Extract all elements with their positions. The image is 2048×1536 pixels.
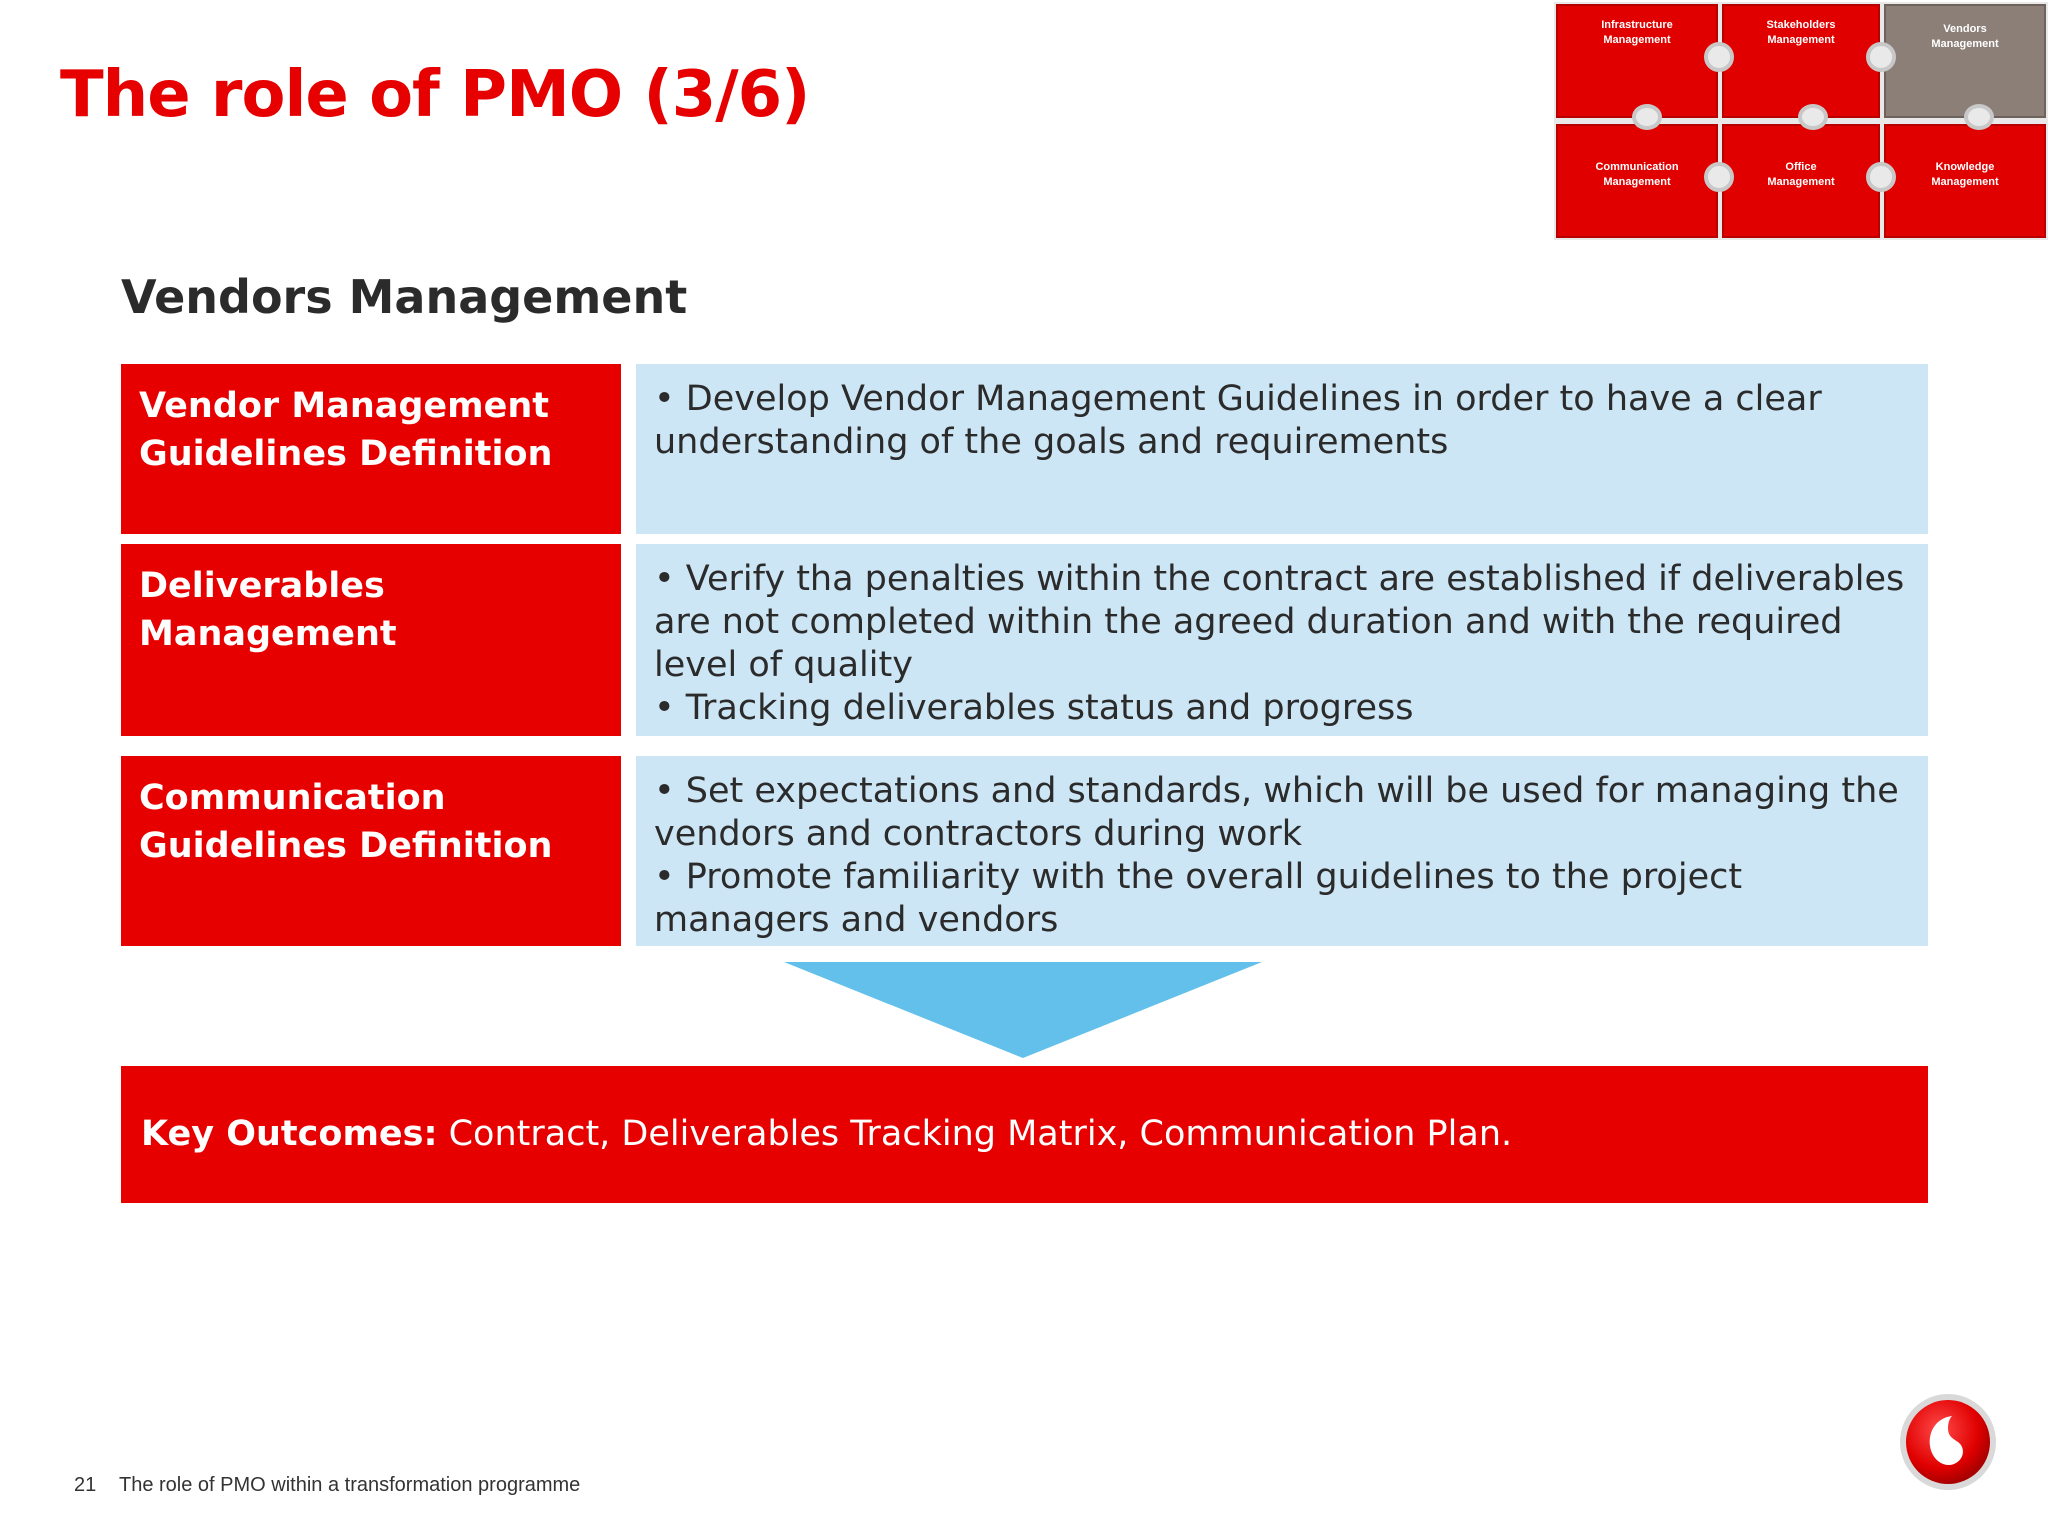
puzzle-piece-line2: Management [1767,34,1835,46]
puzzle-piece-line1: Stakeholders [1766,19,1836,31]
row-label-communication: Communication Guidelines Definition [121,756,621,946]
row-label-deliverables: Deliverables Management [121,544,621,736]
puzzle-piece-line1: Office [1785,161,1817,173]
section-heading: Vendors Management [121,270,688,324]
key-outcomes-label: Key Outcomes: [141,1114,438,1154]
row-bullet: • Set expectations and standards, which will be used for managing the vendors and contractors during work [654,770,1910,856]
puzzle-piece-infrastructure [1556,4,1718,118]
puzzle-piece-stakeholders [1722,4,1880,118]
puzzle-piece-line2: Management [1931,176,1999,188]
puzzle-piece-line2: Management [1603,176,1671,188]
puzzle-piece-vendors [1884,4,2046,118]
down-arrow-icon [784,962,1262,1058]
puzzle-piece-line1: Vendors [1943,23,1987,35]
key-outcomes-bar [121,1066,1928,1203]
puzzle-knob [1866,42,1896,72]
row-bullet: • Verify tha penalties within the contract are established if deliverables are not completed within the agreed duration and with the required level of quality [654,558,1910,687]
puzzle-piece-knowledge [1884,124,2046,238]
row-bullet: • Promote familiarity with the overall guidelines to the project managers and vendors [654,856,1910,942]
footer-text: The role of PMO within a transformation programme [119,1474,581,1496]
row-desc-deliverables [636,544,1928,736]
key-outcomes-text: Contract, Deliverables Tracking Matrix, Communication Plan. [437,1114,1513,1154]
puzzle-piece-office [1722,124,1880,238]
slide-title: The role of PMO (3/6) [60,58,810,132]
puzzle-knob [1632,104,1662,130]
puzzle-piece-line2: Management [1603,34,1671,46]
row-desc-vendor-guidelines [636,364,1928,534]
vodafone-logo-icon [1898,1392,1998,1492]
puzzle-knob [1866,162,1896,192]
puzzle-piece-line2: Management [1767,176,1835,188]
puzzle-knob [1798,104,1828,130]
puzzle-knob [1704,42,1734,72]
row-bullet: • Develop Vendor Management Guidelines in order to have a clear understanding of the goals and requirements [654,378,1910,464]
puzzle-piece-line2: Management [1931,38,1999,50]
puzzle-graphic [1554,2,2048,240]
puzzle-piece-line1: Knowledge [1935,161,1995,173]
row-desc-communication [636,756,1928,946]
puzzle-knob [1964,104,1994,130]
puzzle-piece-line1: Infrastructure [1601,19,1673,31]
puzzle-piece-communication [1556,124,1718,238]
puzzle-piece-line1: Communication [1595,161,1679,173]
row-label-vendor-guidelines: Vendor Management Guidelines Definition [121,364,621,534]
row-bullet: • Tracking deliverables status and progress [654,687,1910,730]
page-number: 21 [74,1474,97,1496]
puzzle-knob [1704,162,1734,192]
